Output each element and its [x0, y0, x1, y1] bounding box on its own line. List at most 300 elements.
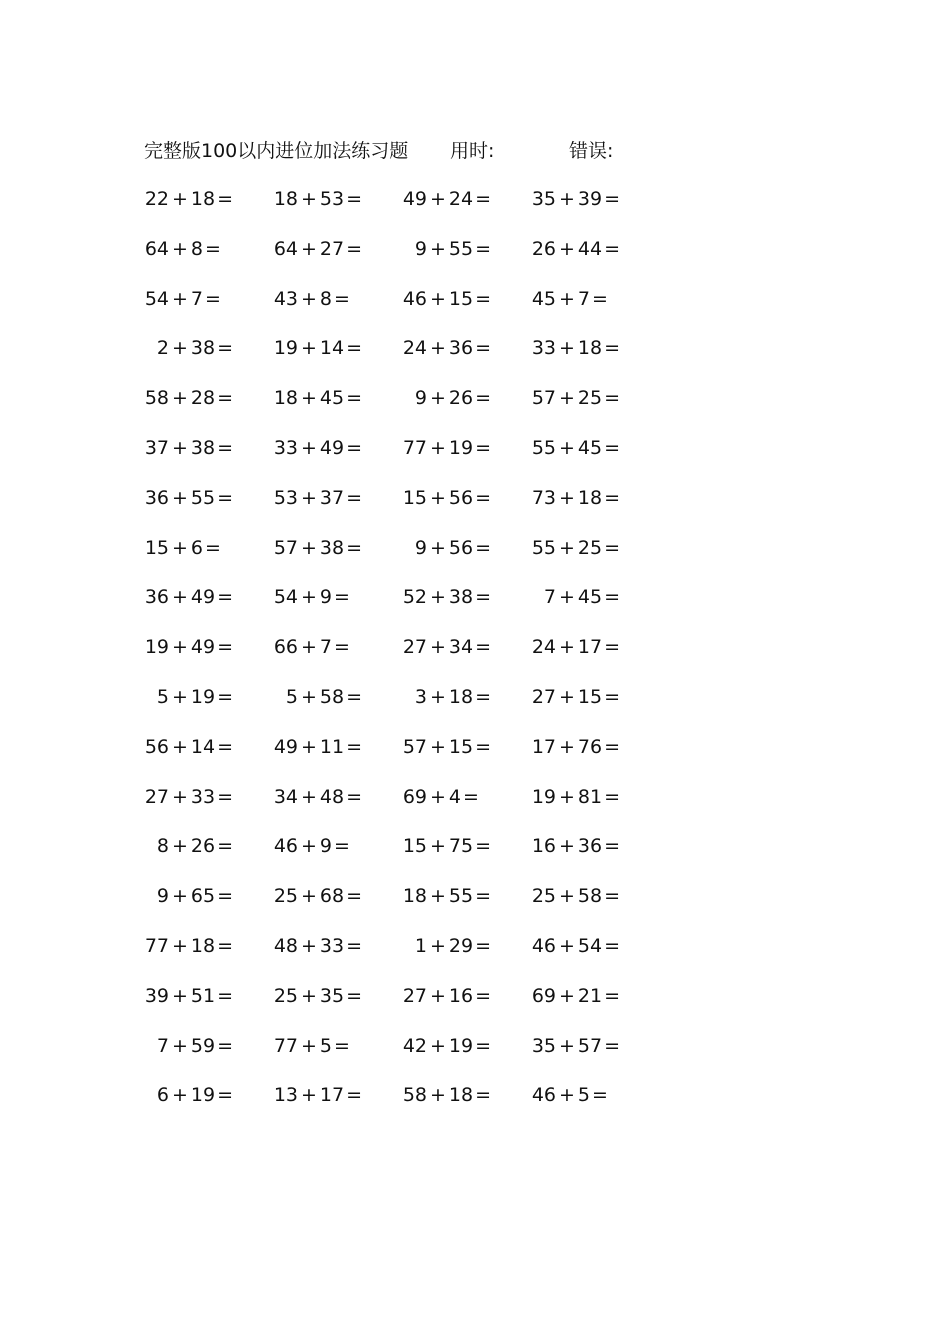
equals-sign: = — [346, 237, 363, 260]
addend-second: 49 — [190, 636, 216, 659]
addition-problem — [260, 485, 363, 511]
addition-problem — [389, 784, 489, 810]
equals-sign: = — [475, 387, 492, 410]
equals-sign: = — [334, 636, 350, 659]
equals-sign: = — [217, 785, 234, 808]
plus-sign: + — [172, 785, 188, 808]
plus-sign: + — [301, 237, 317, 260]
addition-problem — [389, 186, 492, 212]
equals-sign: = — [475, 337, 492, 360]
addition-problem — [518, 1082, 618, 1108]
plus-sign: + — [172, 486, 188, 509]
plus-sign: + — [559, 885, 575, 908]
addend-first: 57 — [531, 387, 556, 410]
problem-row — [0, 236, 950, 286]
addend-first: 18 — [273, 387, 298, 410]
equals-sign: = — [217, 586, 234, 609]
addend-first: 18 — [402, 885, 427, 908]
addend-first: 9 — [414, 536, 427, 559]
addend-second: 58 — [577, 885, 603, 908]
plus-sign: + — [559, 337, 575, 360]
addend-second: 57 — [577, 1034, 603, 1057]
addition-problem — [518, 335, 621, 361]
addend-second: 45 — [319, 387, 345, 410]
addend-first: 49 — [273, 735, 298, 758]
addend-second: 37 — [319, 486, 345, 509]
addend-second: 81 — [577, 785, 603, 808]
plus-sign: + — [430, 984, 446, 1007]
addend-first: 43 — [273, 287, 298, 310]
addend-second: 5 — [577, 1084, 591, 1107]
addend-second: 9 — [319, 835, 333, 858]
equals-sign: = — [604, 337, 621, 360]
addition-problem — [131, 734, 234, 760]
plus-sign: + — [301, 536, 317, 559]
addend-second: 18 — [577, 337, 603, 360]
equals-sign: = — [205, 536, 221, 559]
plus-sign: + — [559, 536, 575, 559]
addend-second: 54 — [577, 934, 603, 957]
plus-sign: + — [172, 387, 188, 410]
addend-first: 35 — [531, 1034, 556, 1057]
problem-row — [0, 584, 950, 634]
addend-first: 2 — [156, 337, 169, 360]
plus-sign: + — [559, 636, 575, 659]
addend-second: 76 — [577, 735, 603, 758]
plus-sign: + — [172, 1034, 188, 1057]
problem-row — [0, 435, 950, 485]
addend-first: 57 — [402, 735, 427, 758]
addend-second: 17 — [319, 1084, 345, 1107]
addition-problem — [389, 983, 492, 1009]
plus-sign: + — [430, 735, 446, 758]
addition-problem — [389, 535, 492, 561]
equals-sign: = — [346, 934, 363, 957]
plus-sign: + — [559, 586, 575, 609]
plus-sign: + — [301, 586, 317, 609]
addition-problem — [131, 286, 231, 312]
plus-sign: + — [172, 685, 188, 708]
addend-first: 27 — [402, 984, 427, 1007]
addend-first: 39 — [144, 984, 169, 1007]
addend-first: 1 — [414, 934, 427, 957]
addend-first: 19 — [273, 337, 298, 360]
equals-sign: = — [604, 237, 621, 260]
addition-problem — [260, 385, 363, 411]
addend-first: 17 — [531, 735, 556, 758]
plus-sign: + — [430, 387, 446, 410]
equals-sign: = — [346, 685, 363, 708]
equals-sign: = — [592, 1084, 608, 1107]
addend-second: 28 — [190, 387, 216, 410]
addend-second: 18 — [448, 1084, 474, 1107]
plus-sign: + — [301, 436, 317, 459]
addend-second: 56 — [448, 486, 474, 509]
addition-problem — [389, 485, 492, 511]
addend-first: 9 — [414, 237, 427, 260]
addend-second: 7 — [319, 636, 333, 659]
addition-problem — [131, 784, 234, 810]
problem-row — [0, 535, 950, 585]
plus-sign: + — [559, 387, 575, 410]
plus-sign: + — [301, 885, 317, 908]
equals-sign: = — [217, 685, 234, 708]
plus-sign: + — [430, 536, 446, 559]
plus-sign: + — [301, 984, 317, 1007]
addition-problem — [518, 684, 621, 710]
problem-row — [0, 933, 950, 983]
addend-first: 57 — [273, 536, 298, 559]
addition-problem — [518, 435, 621, 461]
problem-row — [0, 784, 950, 834]
addend-first: 52 — [402, 586, 427, 609]
addition-problem — [131, 584, 234, 610]
addition-problem — [260, 435, 363, 461]
problem-row — [0, 883, 950, 933]
addend-first: 64 — [273, 237, 298, 260]
addend-second: 56 — [448, 536, 474, 559]
addition-problem — [131, 485, 234, 511]
addend-first: 24 — [402, 337, 427, 360]
addend-second: 18 — [577, 486, 603, 509]
addend-first: 5 — [285, 685, 298, 708]
addition-problem — [260, 535, 363, 561]
plus-sign: + — [172, 188, 188, 210]
equals-sign: = — [346, 436, 363, 459]
addend-first: 22 — [144, 188, 169, 210]
equals-sign: = — [334, 835, 350, 858]
addend-first: 54 — [144, 287, 169, 310]
equals-sign: = — [604, 387, 621, 410]
addition-problem — [131, 883, 234, 909]
equals-sign: = — [217, 188, 234, 210]
problem-row — [0, 335, 950, 385]
addend-first: 9 — [414, 387, 427, 410]
addition-problem — [260, 335, 363, 361]
plus-sign: + — [559, 1084, 575, 1107]
equals-sign: = — [346, 885, 363, 908]
equals-sign: = — [604, 436, 621, 459]
plus-sign: + — [172, 1084, 188, 1107]
addend-second: 33 — [190, 785, 216, 808]
addition-problem — [518, 485, 621, 511]
addend-second: 21 — [577, 984, 603, 1007]
equals-sign: = — [346, 735, 363, 758]
addition-problem — [518, 734, 621, 760]
addend-second: 7 — [190, 287, 204, 310]
problem-row — [0, 833, 950, 883]
addend-first: 19 — [144, 636, 169, 659]
plus-sign: + — [430, 436, 446, 459]
plus-sign: + — [559, 685, 575, 708]
addition-problem — [131, 1082, 234, 1108]
addition-problem — [518, 584, 621, 610]
equals-sign: = — [475, 1084, 492, 1107]
addition-problem — [260, 1033, 360, 1059]
equals-sign: = — [475, 835, 492, 858]
addend-second: 36 — [448, 337, 474, 360]
addend-second: 11 — [319, 735, 345, 758]
plus-sign: + — [301, 287, 317, 310]
equals-sign: = — [346, 387, 363, 410]
problem-row — [0, 684, 950, 734]
addend-first: 37 — [144, 436, 169, 459]
addend-second: 49 — [319, 436, 345, 459]
addition-problem — [518, 883, 621, 909]
equals-sign: = — [205, 287, 221, 310]
equals-sign: = — [475, 636, 492, 659]
problem-row — [0, 1033, 950, 1083]
addition-problem — [260, 1082, 363, 1108]
equals-sign: = — [604, 735, 621, 758]
equals-sign: = — [475, 735, 492, 758]
addend-first: 25 — [273, 984, 298, 1007]
addition-problem — [131, 684, 234, 710]
addend-first: 46 — [402, 287, 427, 310]
equals-sign: = — [604, 536, 621, 559]
addend-first: 54 — [273, 586, 298, 609]
equals-sign: = — [334, 586, 350, 609]
addend-first: 5 — [156, 685, 169, 708]
addend-second: 39 — [577, 188, 603, 210]
equals-sign: = — [346, 337, 363, 360]
equals-sign: = — [217, 387, 234, 410]
plus-sign: + — [430, 586, 446, 609]
addend-first: 66 — [273, 636, 298, 659]
addend-first: 24 — [531, 636, 556, 659]
addition-problem — [389, 634, 492, 660]
equals-sign: = — [205, 237, 221, 260]
plus-sign: + — [430, 237, 446, 260]
equals-sign: = — [217, 835, 234, 858]
addend-first: 7 — [156, 1034, 169, 1057]
problem-row — [0, 983, 950, 1033]
addend-first: 48 — [273, 934, 298, 957]
equals-sign: = — [217, 1084, 234, 1107]
addend-second: 55 — [190, 486, 216, 509]
addend-second: 58 — [319, 685, 345, 708]
equals-sign: = — [217, 436, 234, 459]
plus-sign: + — [172, 586, 188, 609]
addition-problem — [389, 385, 492, 411]
addend-first: 58 — [402, 1084, 427, 1107]
addition-problem — [260, 933, 363, 959]
equals-sign: = — [475, 984, 492, 1007]
addend-first: 19 — [531, 785, 556, 808]
worksheet-title: 完整版100以内进位加法练习题 — [144, 140, 409, 162]
addend-second: 24 — [448, 188, 474, 210]
equals-sign: = — [604, 934, 621, 957]
plus-sign: + — [430, 1034, 446, 1057]
addition-problem — [131, 535, 231, 561]
addition-problem — [389, 684, 492, 710]
equals-sign: = — [217, 1034, 234, 1057]
addition-problem — [389, 435, 492, 461]
addend-second: 55 — [448, 237, 474, 260]
addition-problem — [131, 983, 234, 1009]
addend-first: 15 — [144, 536, 169, 559]
equals-sign: = — [346, 984, 363, 1007]
problem-row — [0, 634, 950, 684]
plus-sign: + — [559, 735, 575, 758]
plus-sign: + — [172, 237, 188, 260]
plus-sign: + — [172, 984, 188, 1007]
plus-sign: + — [172, 934, 188, 957]
addition-problem — [260, 186, 363, 212]
plus-sign: + — [559, 486, 575, 509]
addend-second: 15 — [577, 685, 603, 708]
addition-problem — [131, 634, 234, 660]
equals-sign: = — [604, 984, 621, 1007]
addition-problem — [518, 933, 621, 959]
plus-sign: + — [301, 934, 317, 957]
equals-sign: = — [475, 885, 492, 908]
equals-sign: = — [217, 337, 234, 360]
addend-second: 14 — [190, 735, 216, 758]
addend-first: 36 — [144, 586, 169, 609]
equals-sign: = — [475, 934, 492, 957]
plus-sign: + — [430, 337, 446, 360]
equals-sign: = — [346, 188, 363, 210]
addend-second: 6 — [190, 536, 204, 559]
addend-second: 65 — [190, 885, 216, 908]
plus-sign: + — [559, 237, 575, 260]
plus-sign: + — [559, 188, 575, 210]
addend-first: 46 — [273, 835, 298, 858]
addition-problem — [131, 236, 231, 262]
addition-problem — [131, 933, 234, 959]
problem-row — [0, 734, 950, 784]
worksheet-header — [0, 138, 950, 164]
addend-second: 5 — [319, 1034, 333, 1057]
plus-sign: + — [430, 885, 446, 908]
problem-row — [0, 1082, 950, 1132]
equals-sign: = — [475, 536, 492, 559]
equals-sign: = — [346, 536, 363, 559]
addend-second: 48 — [319, 785, 345, 808]
addend-first: 8 — [156, 835, 169, 858]
plus-sign: + — [172, 735, 188, 758]
addend-second: 8 — [190, 237, 204, 260]
addition-problem — [389, 833, 492, 859]
addend-second: 16 — [448, 984, 474, 1007]
addition-problem — [389, 1033, 492, 1059]
equals-sign: = — [592, 287, 608, 310]
equals-sign: = — [604, 785, 621, 808]
addend-second: 45 — [577, 436, 603, 459]
addend-second: 51 — [190, 984, 216, 1007]
addend-first: 73 — [531, 486, 556, 509]
addend-second: 18 — [190, 934, 216, 957]
equals-sign: = — [346, 486, 363, 509]
plus-sign: + — [430, 685, 446, 708]
addition-problem — [518, 535, 621, 561]
plus-sign: + — [430, 785, 446, 808]
addition-problem — [260, 734, 363, 760]
addend-second: 49 — [190, 586, 216, 609]
addition-problem — [131, 186, 234, 212]
plus-sign: + — [301, 188, 317, 210]
addition-problem — [260, 784, 363, 810]
plus-sign: + — [559, 1034, 575, 1057]
addend-first: 26 — [531, 237, 556, 260]
plus-sign: + — [430, 934, 446, 957]
addend-first: 15 — [402, 835, 427, 858]
addend-first: 77 — [144, 934, 169, 957]
addend-first: 33 — [273, 436, 298, 459]
problem-row — [0, 286, 950, 336]
addend-first: 27 — [531, 685, 556, 708]
addend-first: 9 — [156, 885, 169, 908]
plus-sign: + — [172, 436, 188, 459]
plus-sign: + — [559, 984, 575, 1007]
addend-second: 19 — [448, 436, 474, 459]
addend-second: 19 — [190, 1084, 216, 1107]
addend-first: 77 — [273, 1034, 298, 1057]
addend-second: 68 — [319, 885, 345, 908]
addend-first: 25 — [531, 885, 556, 908]
addend-second: 38 — [190, 337, 216, 360]
addend-second: 8 — [319, 287, 333, 310]
plus-sign: + — [172, 287, 188, 310]
addition-problem — [518, 1033, 621, 1059]
addend-first: 27 — [144, 785, 169, 808]
equals-sign: = — [217, 885, 234, 908]
time-used-label: 用时: — [450, 140, 495, 162]
equals-sign: = — [217, 486, 234, 509]
addend-first: 25 — [273, 885, 298, 908]
plus-sign: + — [172, 636, 188, 659]
addend-second: 14 — [319, 337, 345, 360]
equals-sign: = — [604, 685, 621, 708]
plus-sign: + — [172, 536, 188, 559]
equals-sign: = — [604, 636, 621, 659]
addition-problem — [260, 983, 363, 1009]
addend-first: 77 — [402, 436, 427, 459]
addend-second: 29 — [448, 934, 474, 957]
errors-label: 错误: — [569, 140, 614, 162]
equals-sign: = — [604, 835, 621, 858]
equals-sign: = — [475, 436, 492, 459]
plus-sign: + — [559, 934, 575, 957]
addend-first: 42 — [402, 1034, 427, 1057]
addition-problem — [518, 385, 621, 411]
addend-second: 35 — [319, 984, 345, 1007]
addend-first: 7 — [543, 586, 556, 609]
addend-second: 15 — [448, 287, 474, 310]
addend-first: 55 — [531, 536, 556, 559]
equals-sign: = — [346, 1084, 363, 1107]
addend-first: 53 — [273, 486, 298, 509]
plus-sign: + — [430, 636, 446, 659]
addend-first: 13 — [273, 1084, 298, 1107]
addition-problem — [389, 286, 492, 312]
problem-grid — [0, 186, 950, 1132]
plus-sign: + — [301, 387, 317, 410]
equals-sign: = — [334, 287, 350, 310]
addition-problem — [389, 734, 492, 760]
plus-sign: + — [301, 835, 317, 858]
equals-sign: = — [463, 785, 479, 808]
addition-problem — [260, 883, 363, 909]
equals-sign: = — [604, 586, 621, 609]
plus-sign: + — [301, 337, 317, 360]
addend-first: 15 — [402, 486, 427, 509]
addend-second: 7 — [577, 287, 591, 310]
addend-second: 33 — [319, 934, 345, 957]
addition-problem — [260, 286, 360, 312]
plus-sign: + — [301, 785, 317, 808]
